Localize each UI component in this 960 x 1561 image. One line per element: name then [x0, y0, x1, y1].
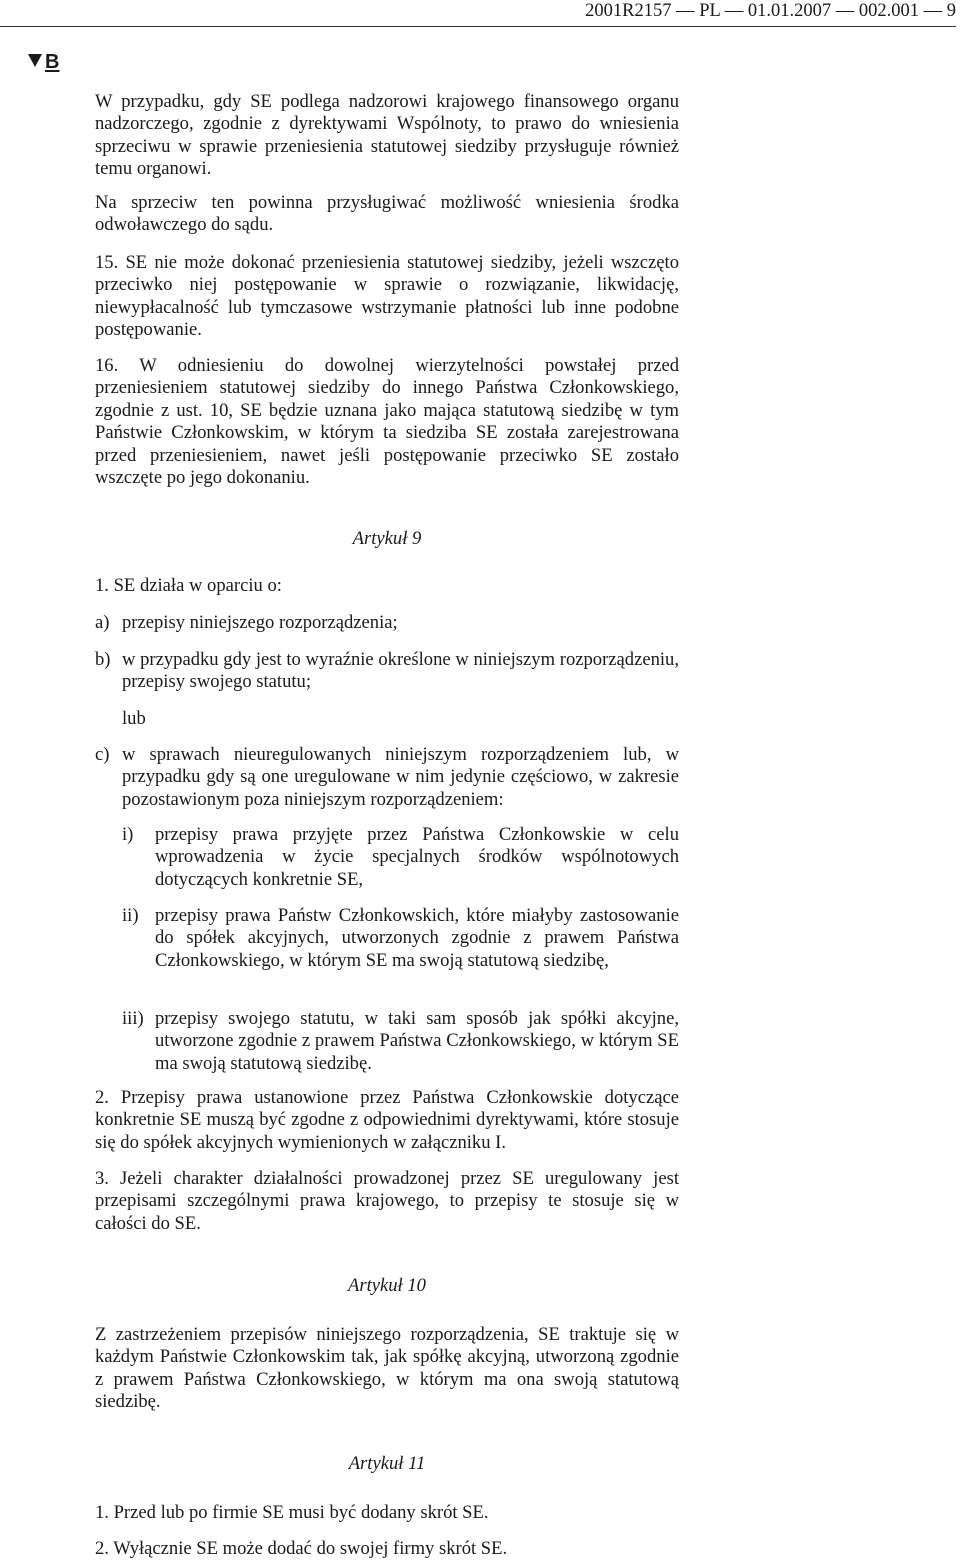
article-11-paragraph-2: 2. Wyłącznie SE może dodać do swojej firmy skrót SE.	[95, 1538, 508, 1559]
sub-label-ii: ii)	[122, 905, 139, 926]
sub-label-i: i)	[122, 824, 134, 845]
list-item-b	[95, 649, 679, 694]
article-9-paragraph-2: 2. Przepisy prawa ustanowione przez Państwa Członkowskie dotyczące konkretnie SE muszą być zgodne z odpowiednimi dyrektywami, które stosuje się do spółek akcyjnych wymienionych w załączniku I.	[95, 1087, 679, 1153]
list-text-c: w sprawach nieuregulowanych niniejszym rozporządzeniem lub, w przypadku gdy są one uregulowane w nim jedynie częściowo, w zakresie pozostawionym poza niniejszym rozporządzeniem:	[122, 744, 679, 810]
paragraph-supervisory-objection: W przypadku, gdy SE podlega nadzorowi krajowego finansowego organu nadzorczego, zgodnie z dyrektywami Wspólnoty, to prawo do wniesienia sprzeciwu w sprawie przeniesienia statutowej siedziby przysługuje również temu organowi.	[95, 91, 679, 180]
article-11-paragraph-1: 1. Przed lub po firmie SE musi być dodany skrót SE.	[95, 1502, 489, 1523]
list-connector-or: lub	[122, 708, 146, 729]
article-11-heading: Artykuł 11	[348, 1453, 426, 1474]
sub-text-ii: przepisy prawa Państw Członkowskich, które miałyby zastosowanie do spółek akcyjnych, utworzonych zgodnie z prawem Państwa Członkowskiego, w którym SE ma swoją statutową siedzibę,	[155, 905, 679, 971]
sub-label-iii: iii)	[122, 1008, 144, 1029]
paragraph-court-appeal: Na sprzeciw ten powinna przysługiwać możliwość wniesienia środka odwoławczego do sądu.	[95, 192, 679, 236]
sub-text-i: przepisy prawa przyjęte przez Państwa Członkowskie w celu wprowadzenia w życie specjalnych środków wspólnotowych dotyczących konkretnie SE,	[155, 824, 679, 890]
article-9-heading: Artykuł 9	[352, 528, 422, 549]
triangle-down-icon	[28, 54, 42, 67]
sub-text-iii: przepisy swojego statutu, w taki sam sposób jak spółki akcyjne, utworzone zgodnie z prawem Państwa Członkowskiego, w którym SE ma swoją statutową siedzibę.	[155, 1008, 679, 1074]
list-text-a: przepisy niniejszego rozporządzenia;	[122, 612, 398, 633]
article-10-heading: Artykuł 10	[348, 1275, 426, 1296]
paragraph-15: 15. SE nie może dokonać przeniesienia statutowej siedziby, jeżeli wszczęto przeciwko niej postępowanie w sprawie o rozwiązanie, likwidację, niewypłacalność lub tymczasowe wstrzymanie płatności lub inne podobne postępowanie.	[95, 252, 679, 341]
article-10-paragraph: Z zastrzeżeniem przepisów niniejszego rozporządzenia, SE traktuje się w każdym Państwie Członkowskim tak, jak spółkę akcyjną, utworzoną zgodnie z prawem Państwa Członkowskiego, w którym ma ona swoją statutową siedzibę.	[95, 1324, 679, 1413]
list-item-a	[95, 612, 679, 634]
list-item-c	[95, 744, 679, 811]
paragraph-16: 16. W odniesieniu do dowolnej wierzytelności powstałej przed przeniesieniem statutowej siedziby do innego Państwa Członkowskiego, zgodnie z ust. 10, SE będzie uznana jako mająca statutową siedzibę w tym Państwie Członkowskim, w którym ta siedziba SE została zarejestrowana przed przeniesieniem, nawet jeśli postępowanie przeciwko SE zostało wszczęte po jego dokonaniu.	[95, 355, 679, 489]
sub-item-ii	[122, 905, 679, 972]
sub-item-iii	[122, 1008, 679, 1075]
page-header: 2001R2157 — PL — 01.01.2007 — 002.001 — 9	[0, 0, 956, 27]
sub-item-i	[122, 824, 679, 891]
list-label-b: b)	[95, 649, 111, 670]
amendment-marker	[28, 50, 59, 74]
list-text-b: w przypadku gdy jest to wyraźnie określone w niniejszym rozporządzeniu, przepisy swojego statutu;	[122, 649, 679, 693]
list-label-c: c)	[95, 744, 110, 765]
list-label-a: a)	[95, 612, 110, 633]
article-9-paragraph-3: 3. Jeżeli charakter działalności prowadzonej przez SE uregulowany jest przepisami szczególnymi prawa krajowego, to przepisy te stosuje się w całości do SE.	[95, 1168, 679, 1234]
article-9-paragraph-1: 1. SE działa w oparciu o:	[95, 575, 282, 596]
amendment-letter: B	[45, 51, 60, 73]
